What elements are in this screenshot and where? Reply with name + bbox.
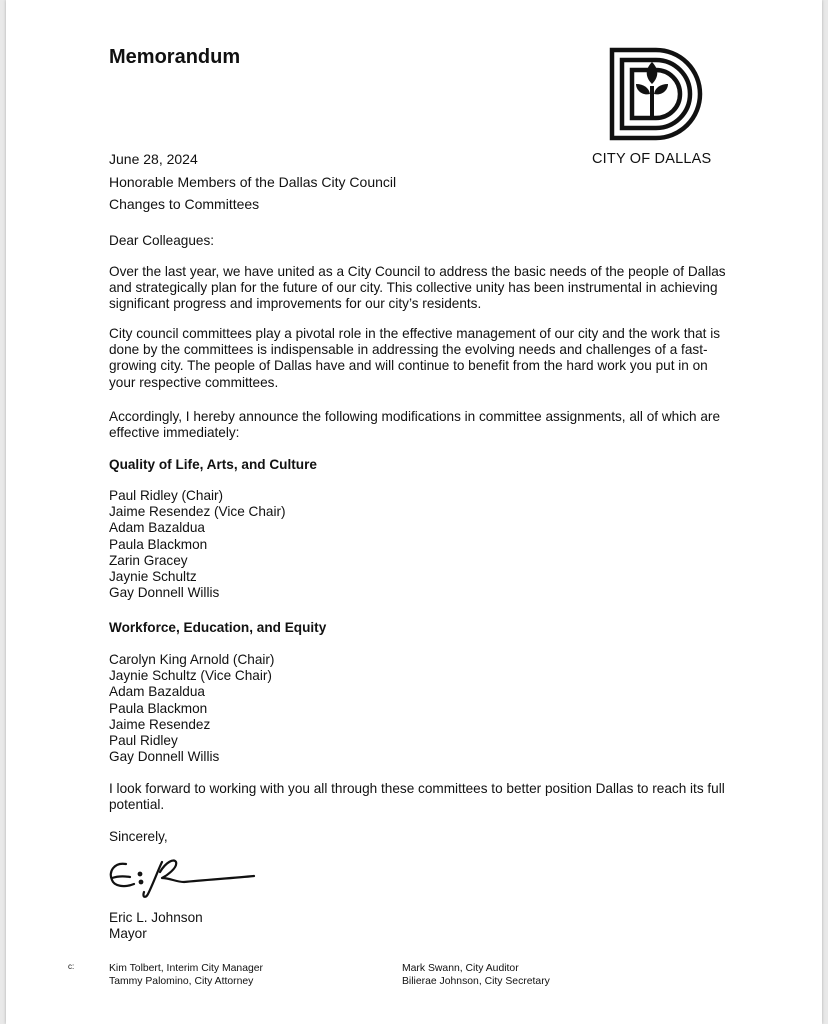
signoff: Sincerely, — [109, 829, 168, 844]
cc-label: c: — [68, 962, 75, 971]
salutation: Dear Colleagues: — [109, 233, 215, 248]
subject-value: Changes to Committees — [109, 196, 260, 212]
committee-2-heading: Workforce, Education, and Equity — [109, 620, 327, 635]
to-value: Honorable Members of the Dallas City Council — [109, 174, 397, 190]
header-to-row — [6, 174, 706, 192]
cc-left-column — [109, 962, 263, 988]
list-item: Paul Ridley — [109, 733, 178, 749]
list-item: Carolyn King Arnold (Chair) — [109, 652, 275, 667]
list-item: Adam Bazaldua — [109, 520, 205, 536]
list-item: Gay Donnell Willis — [109, 749, 220, 765]
list-item: Adam Bazaldua — [109, 684, 205, 700]
committee-2-members — [109, 652, 274, 765]
signer-title: Mayor — [109, 926, 147, 942]
logo-caption: CITY OF DALLAS — [592, 151, 712, 167]
memo-title: Memorandum — [109, 46, 241, 68]
date-value: June 28, 2024 — [109, 151, 198, 167]
memo-page — [6, 0, 822, 1024]
list-item: Jaime Resendez — [109, 716, 211, 732]
list-item: Paula Blackmon — [109, 536, 208, 552]
list-item: Jaynie Schultz (Vice Chair) — [109, 668, 272, 684]
paragraph-1: Over the last year, we have united as a City Council to address the basic needs of the people of Dallas and strategically plan for the future of our city. This collective unity has been instrumental in achieving significant progress and improvements for our city’s residents. — [109, 264, 726, 312]
signature — [104, 852, 264, 902]
header-date-row — [6, 151, 706, 169]
signer-block — [109, 910, 203, 942]
cc-right-column — [402, 962, 550, 988]
list-item: Gay Donnell Willis — [109, 585, 220, 601]
list-item: Paul Ridley (Chair) — [109, 488, 224, 503]
header-subject-row — [6, 196, 706, 214]
cc-recipient: Bilierae Johnson, City Secretary — [402, 976, 550, 988]
paragraph-2: City council committees play a pivotal role in the effective management of our city and the work that is done by the committees is indispensable in addressing the evolving needs and challenges of a fast-growing city. The people of Dallas have and will continue to benefit from the hard work you put in on your respective committees. — [109, 326, 721, 390]
cc-recipient: Tammy Palomino, City Attorney — [109, 976, 254, 988]
city-of-dallas-logo — [604, 44, 708, 144]
list-item: Zarin Gracey — [109, 552, 188, 568]
list-item: Jaime Resendez (Vice Chair) — [109, 504, 286, 520]
signer-name: Eric L. Johnson — [109, 910, 203, 925]
closing-paragraph: I look forward to working with you all through these committees to better position Dallas to reach its full potential. — [109, 781, 725, 813]
list-item: Paula Blackmon — [109, 700, 208, 716]
paragraph-3: Accordingly, I hereby announce the following modifications in committee assignments, all of which are effective immediately: — [109, 409, 721, 441]
committee-1-heading: Quality of Life, Arts, and Culture — [109, 457, 317, 472]
cc-recipient: Mark Swann, City Auditor — [402, 963, 519, 974]
cc-recipient: Kim Tolbert, Interim City Manager — [109, 963, 263, 974]
list-item: Jaynie Schultz — [109, 569, 197, 585]
committee-1-members — [109, 488, 286, 601]
